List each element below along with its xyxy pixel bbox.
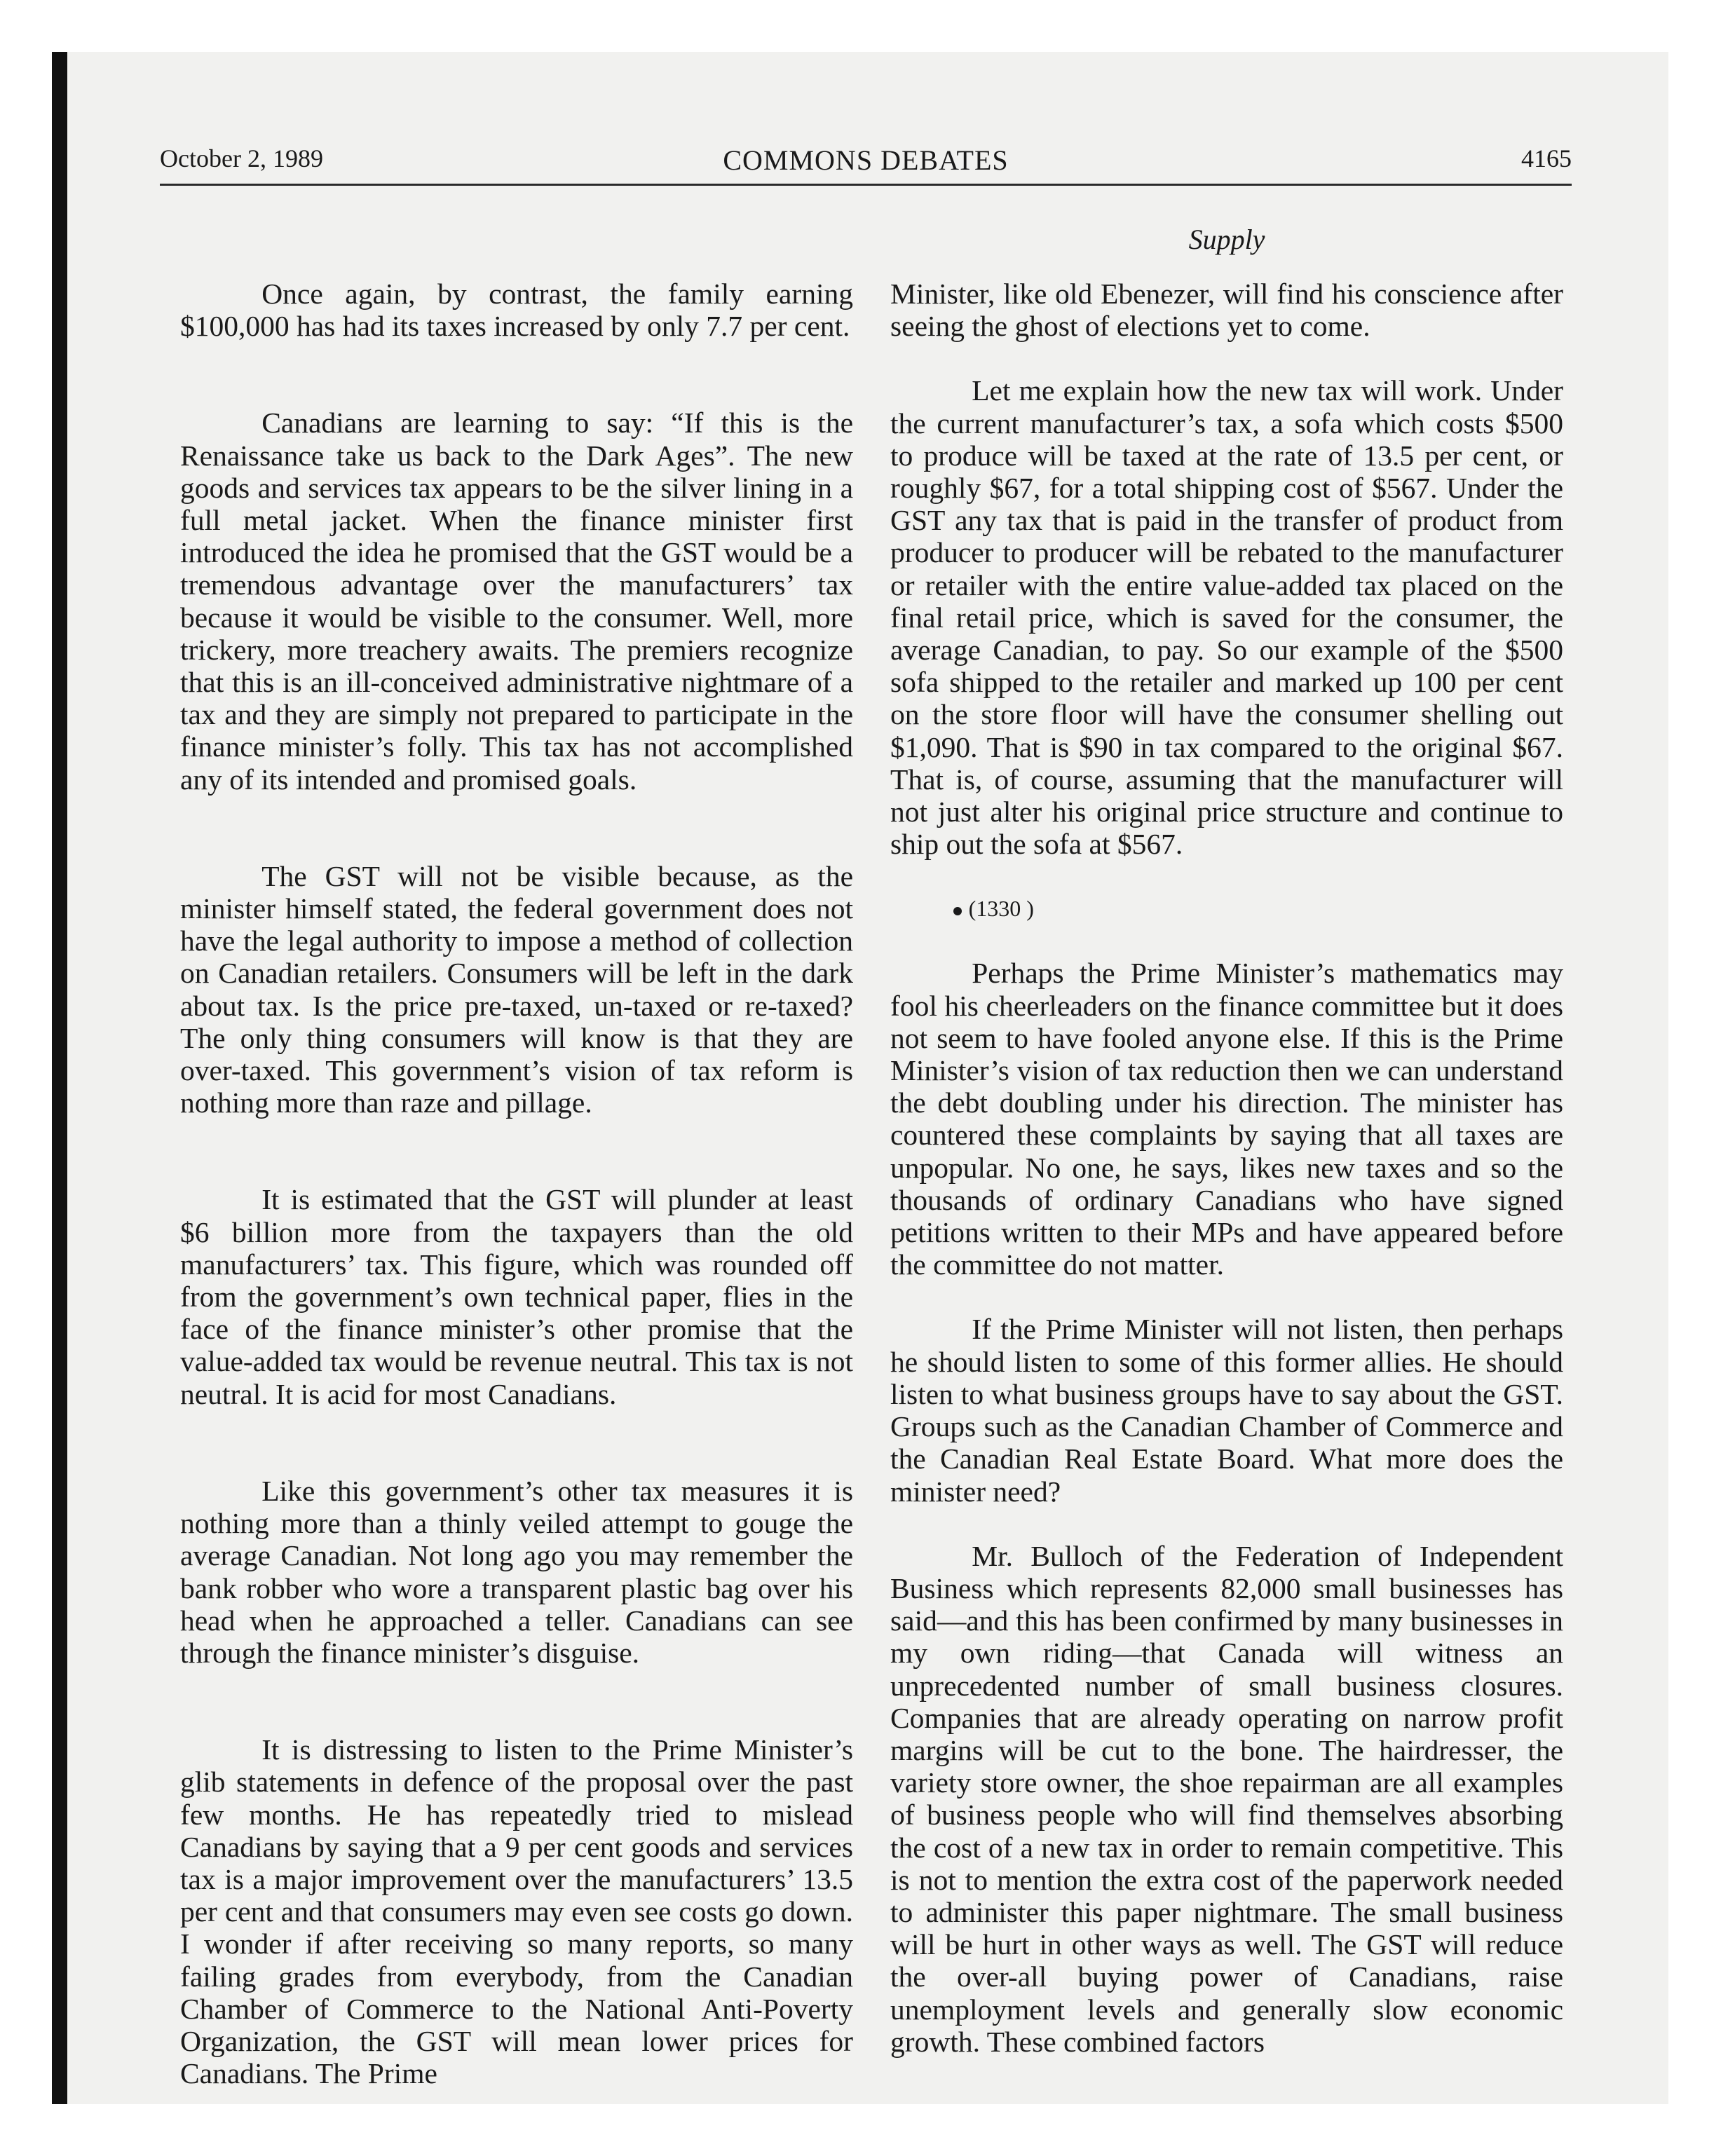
paragraph: Mr. Bulloch of the Federation of Independent Business which represents 82,000 small businesses has said—and this has been confirmed by many businesses in my own riding—that Canada will witness an unprecedented number of small business closures. Companies that are already operating on narrow profit margins will be cut to the bone. The hairdresser, the variety store owner, the shoe repairman are all examples of business people who will find themselves absorbing the cost of a new tax in order to remain competitive. This is not to mention the extra cost of the paperwork needed to administer this paper nightmare. The small business will be hurt in other ways as well. The GST will reduce the over-all buying power of Canadians, raise unemployment levels and generally slow economic growth. These combined factors xyxy=(890,1539,1563,2058)
paragraph: It is distressing to listen to the Prime Minister’s glib statements in defence of the proposal over the past few months. He has repeatedly tried to mislead Canadians by saying that a 9 per cent goods and services tax is a major improvement over the manufacturers’ 13.5 per cent and that consumers may even see costs go down. I wonder if after receiving so many reports, so many failing grades from everybody, from the Canadian Chamber of Commerce to the National Anti-Poverty Organization, the GST will mean lower prices for Canadians. The Prime xyxy=(180,1733,853,2090)
right-column xyxy=(890,278,1563,2058)
paragraph-continuation: Minister, like old Ebenezer, will find his conscience after seeing the ghost of elections yet to come. xyxy=(890,278,1563,343)
paragraph: If the Prime Minister will not listen, then perhaps he should listen to some of this former allies. He should listen to what business groups have to say about the GST. Groups such as the Canadian Chamber of Commerce and the Canadian Real Estate Board. What more does the minister need? xyxy=(890,1313,1563,1508)
paragraph: Like this government’s other tax measures it is nothing more than a thinly veiled attempt to gouge the average Canadian. Not long ago you may remember the bank robber who wore a transparent plastic bag over his head when he approached a teller. Canadians can see through the finance minister’s disguise. xyxy=(180,1474,853,1669)
left-column xyxy=(180,278,853,2089)
page-header xyxy=(160,144,1572,186)
paragraph: Let me explain how the new tax will work. Under the current manufacturer’s tax, a sofa which costs $500 to produce will be taxed at the rate of 13.5 per cent, or roughly $67, for a total shipping cost of $567. Under the GST any tax that is paid in the transfer of product from producer to producer will be rebated to the manufacturer or retailer with the entire value-added tax placed on the final retail price, which is saved for the consumer, the average Canadian, to pay. So our example of the $500 sofa shipped to the retailer and marked up 100 per cent on the store floor will have the consumer shelling out $1,090. That is $90 in tax compared to the original $67. That is, of course, assuming that the manufacturer will not just alter his original price structure and continue to ship out the sofa at $567. xyxy=(890,374,1563,861)
paragraph: The GST will not be visible because, as the minister himself stated, the federal government does not have the legal authority to impose a method of collection on Canadian retailers. Consumers will be left in the dark about tax. Is the price pre-taxed, un-taxed or re-taxed? The only thing consumers will know is that they are over-taxed. This government’s vision of tax reform is nothing more than raze and pillage. xyxy=(180,859,853,1119)
header-rule xyxy=(160,184,1572,186)
binding-edge xyxy=(52,52,67,2104)
time-marker xyxy=(890,892,1563,925)
paragraph: Perhaps the Prime Minister’s mathematics may fool his cheerleaders on the finance committee but it does not seem to have fooled anyone else. If this is the Prime Minister’s vision of tax reduction then we can understand the debt doubling under his direction. The minister has countered these complaints by saying that all taxes are unpopular. No one, he says, likes new taxes and so the thousands of ordinary Canadians who have signed petitions written to their MPs and have appeared before the committee do not matter. xyxy=(890,957,1563,1281)
time-marker-text: (1330 ) xyxy=(968,896,1034,922)
paragraph: Canadians are learning to say: “If this is the Renaissance take us back to the Dark Ages”. The new goods and services tax appears to be the silver lining in a full metal jacket. When the finance minister first introduced the idea he promised that the GST would be a tremendous advantage over the manufacturers’ tax because it would be visible to the consumer. Well, more trickery, more treachery awaits. The premiers recognize that this is an ill-conceived administrative nightmare of a tax and they are simply not prepared to participate in the finance minister’s folly. This tax has not accomplished any of its intended and promised goals. xyxy=(180,407,853,796)
paragraph: Once again, by contrast, the family earning $100,000 has had its taxes increased by only 7.7 per cent. xyxy=(180,278,853,343)
header-journal-title: COMMONS DEBATES xyxy=(723,144,1009,176)
section-title: Supply xyxy=(1188,224,1265,255)
paragraph: It is estimated that the GST will plunder at least $6 billion more from the taxpayers than the old manufacturers’ tax. This figure, which was rounded off from the government’s own technical paper, flies in the face of the finance minister’s other promise that the value-added tax would be revenue neutral. This tax is not neutral. It is acid for most Canadians. xyxy=(180,1183,853,1410)
bullet-dot-icon xyxy=(953,907,962,915)
header-page-number: 4165 xyxy=(1521,144,1572,172)
header-date: October 2, 1989 xyxy=(160,144,323,172)
